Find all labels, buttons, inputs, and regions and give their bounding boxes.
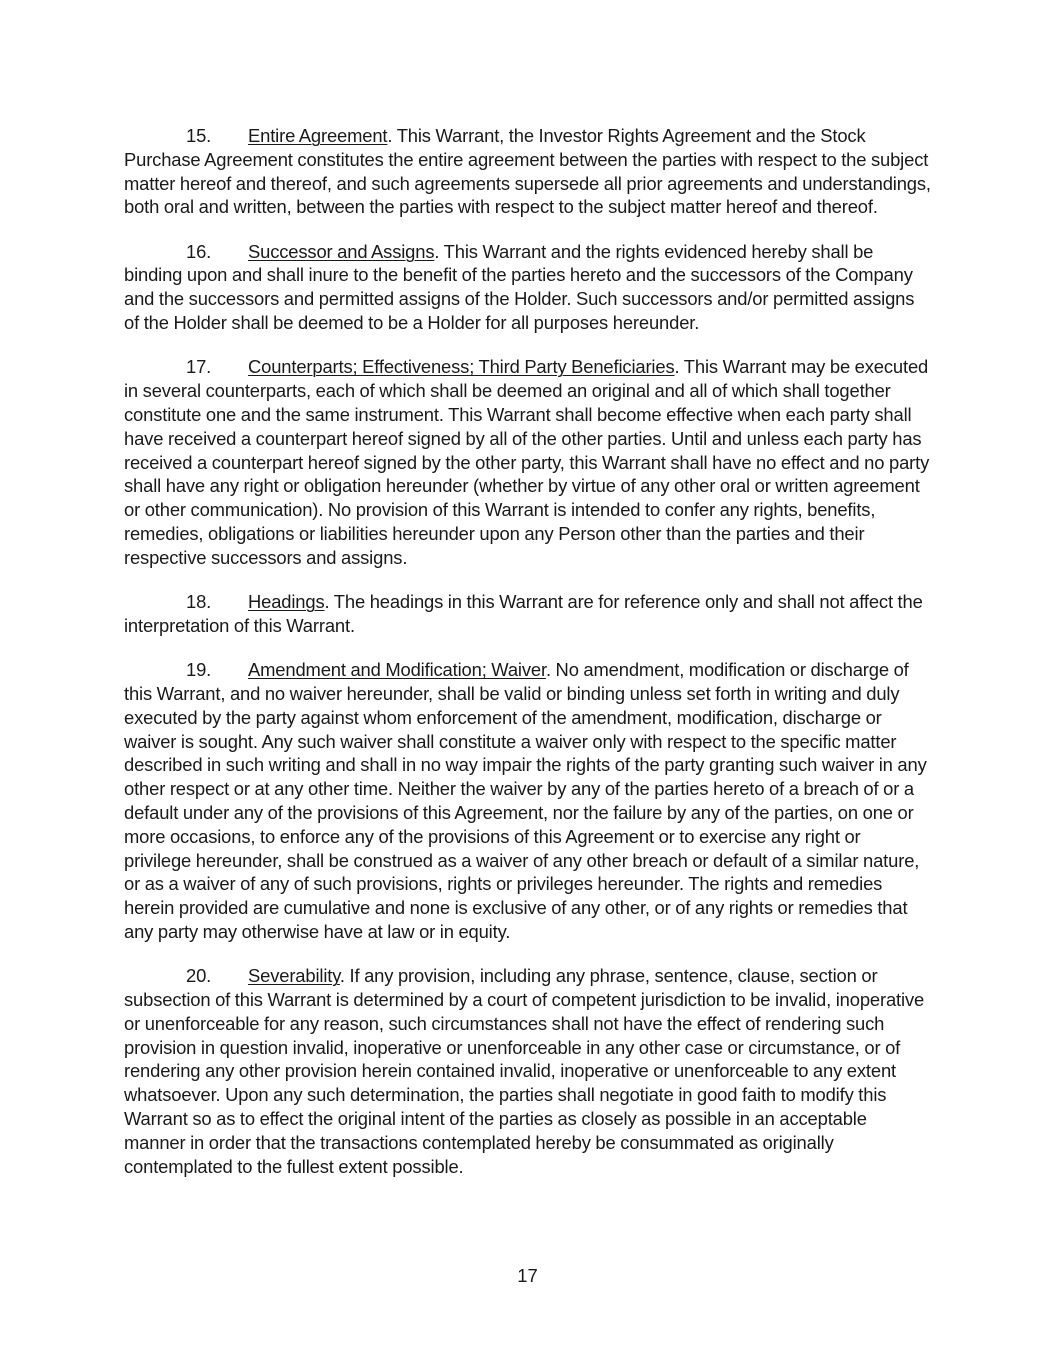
document-body <box>124 124 932 1199</box>
section-heading: Successor and Assigns <box>248 240 435 262</box>
section-20 <box>124 964 932 1178</box>
section-number: 16. <box>186 240 212 262</box>
section-number: 15. <box>186 125 212 146</box>
page-number: 17 <box>517 1265 538 1286</box>
section-heading: Headings <box>248 591 325 613</box>
section-number: 20. <box>186 965 212 987</box>
section-text: . If any provision, including any phrase, sentence, clause, section or subsection of this Warrant is determined by a court of competent jurisdiction to be invalid, inoperative or unenforceable for any reason, such circumstances shall not have the effect of rendering such provision in question invalid, inoperative or unenforceable in any other case or circumstance, or of rendering any other provision herein contained invalid, inoperative or unenforceable to any extent whatsoever. Upon any such determination, the parties shall negotiate in good faith to modify this Warrant so as to effect the original intent of the parties as closely as possible in an acceptable manner in order that the transactions contemplated hereby be consummated as originally contemplated to the fullest extent possible. <box>124 965 925 1177</box>
section-16 <box>124 240 932 335</box>
section-heading: Severability <box>248 965 340 987</box>
section-19 <box>124 658 932 944</box>
section-text: . This Warrant may be executed in several counterparts, each of which shall be deemed an original and all of which shall together constitute one and the same instrument. This Warrant shall become effective when each party shall have received a counterpart hereof signed by all of the other parties. Until and unless each party has received a counterpart hereof signed by the other party, this Warrant shall have no effect and no party shall have any right or obligation hereunder (whether by virtue of any other oral or written agreement or other communication). No provision of this Warrant is intended to confer any rights, benefits, remedies, obligations or liabilities hereunder upon any Person other than the parties and their respective successors and assigns. <box>124 356 930 568</box>
section-text: . This Warrant and the rights evidenced hereby shall be binding upon and shall inure to the benefit of the parties hereto and the successors of the Company and the successors and permitted assigns of the Holder. Such successors and/or permitted assigns of the Holder shall be deemed to be a Holder for all purposes hereunder. <box>124 240 915 334</box>
section-heading: Entire Agreement <box>248 125 388 146</box>
section-number: 19. <box>186 659 212 681</box>
section-heading: Counterparts; Effectiveness; Third Party Beneficiaries <box>248 356 675 378</box>
section-text: . No amendment, modification or discharge of this Warrant, and no waiver hereunder, shall be valid or binding unless set forth in writing and duly executed by the party against whom enforcement of the amendment, modification, discharge or waiver is sought. Any such waiver shall constitute a waiver only with respect to the specific matter described in such writing and shall in no way impair the rights of the party granting such waiver in any other respect or at any other time. Neither the waiver by any of the parties hereto of a breach of or a default under any of the provisions of this Agreement, nor the failure by any of the parties, on one or more occasions, to enforce any of the provisions of this Agreement or to exercise any right or privilege hereunder, shall be construed as a waiver of any other breach or default of a similar nature, or as a waiver of any of such provisions, rights or privileges hereunder. The rights and remedies herein provided are cumulative and none is exclusive of any other, or of any rights or remedies that any party may otherwise have at law or in equity. <box>124 659 927 942</box>
section-15 <box>124 124 932 219</box>
section-17 <box>124 355 932 569</box>
section-text: . The headings in this Warrant are for reference only and shall not affect the interpretation of this Warrant. <box>124 591 923 636</box>
section-18 <box>124 590 932 638</box>
section-text: . This Warrant, the Investor Rights Agreement and the Stock Purchase Agreement constitutes the entire agreement between the parties with respect to the subject matter hereof and thereof, and such agreements supersede all prior agreements and understandings, both oral and written, between the parties with respect to the subject matter hereof and thereof. <box>124 125 931 218</box>
section-heading: Amendment and Modification; Waiver <box>248 659 546 681</box>
section-number: 18. <box>186 591 212 613</box>
section-number: 17. <box>186 356 212 378</box>
